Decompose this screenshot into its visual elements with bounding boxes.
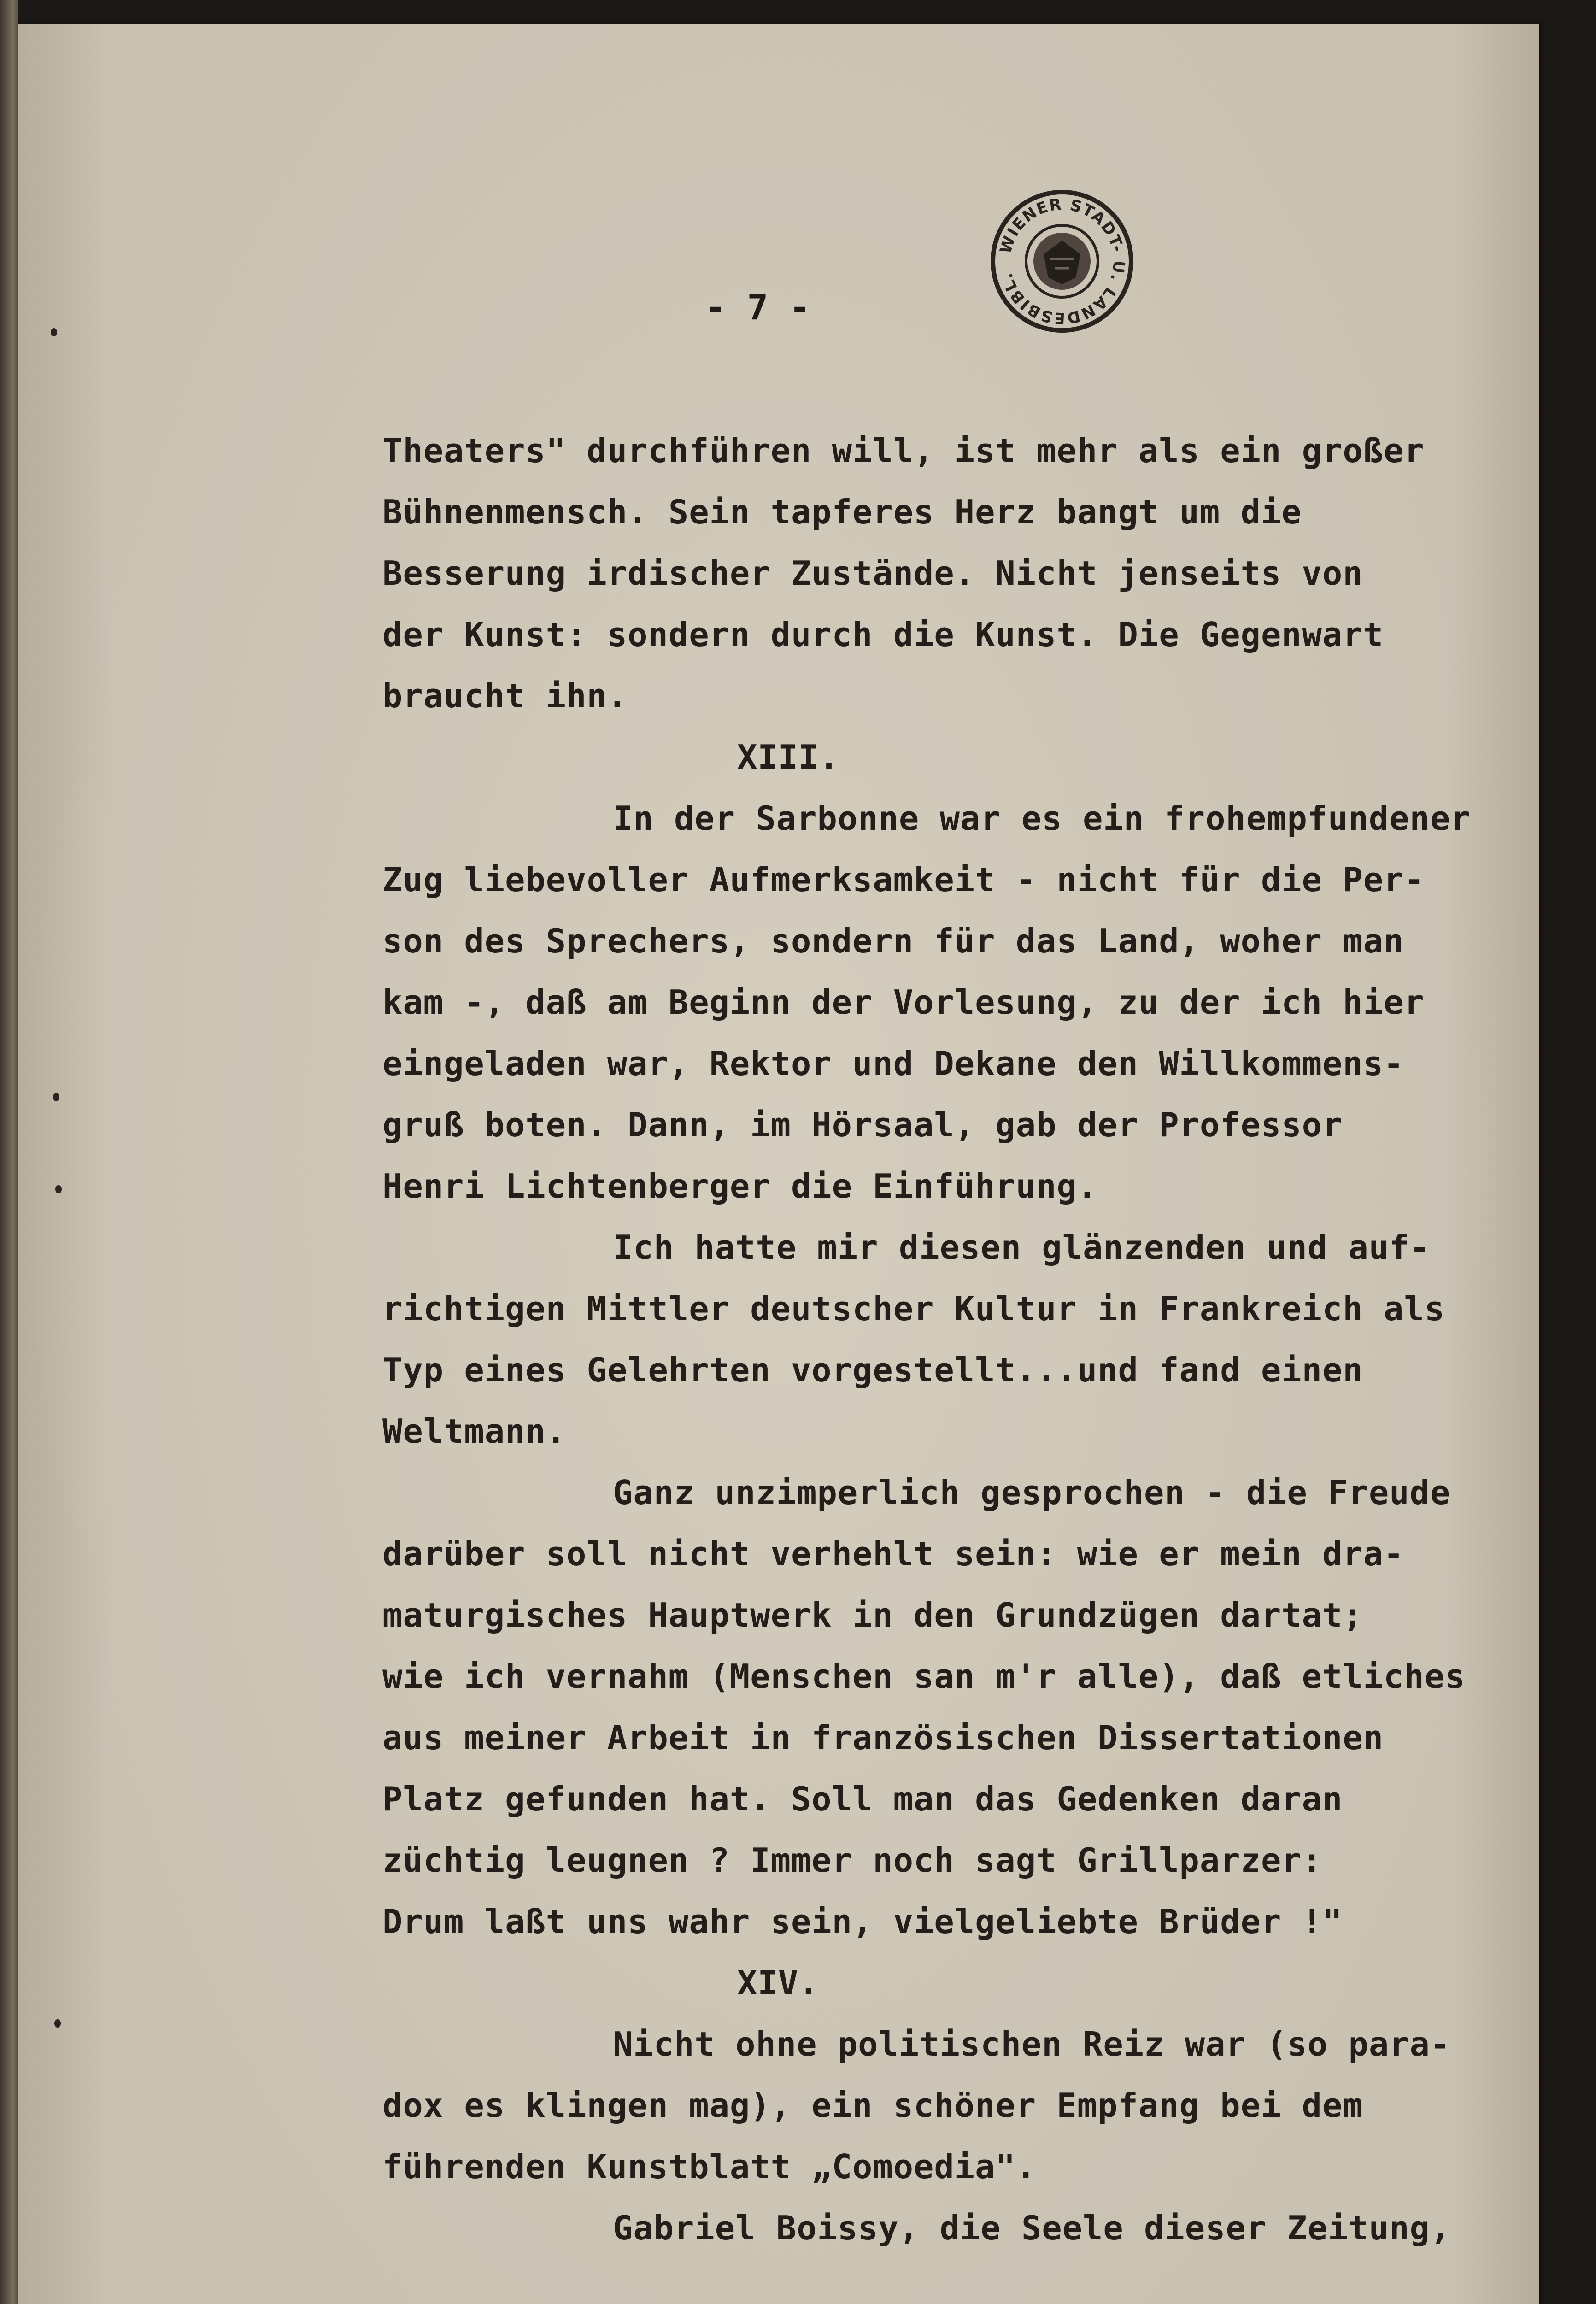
text-line: Henri Lichtenberger die Einführung. <box>382 1167 1098 1205</box>
text-line: führenden Kunstblatt „Comoedia". <box>382 2147 1037 2186</box>
text-line: braucht ihn. <box>382 676 628 715</box>
text-line: richtigen Mittler deutscher Kultur in Frankreich als <box>382 1289 1445 1328</box>
section-heading: XIV. <box>737 1963 819 2002</box>
text-line: Drum laßt uns wahr sein, vielgeliebte Brüder !" <box>382 1902 1343 1941</box>
punch-hole <box>54 2019 61 2028</box>
punch-hole <box>55 1185 62 1193</box>
text-line: Bühnenmensch. Sein tapferes Herz bangt um die <box>382 493 1302 531</box>
text-line: son des Sprechers, sondern für das Land, woher man <box>382 922 1404 960</box>
punch-hole <box>51 328 57 336</box>
text-line: züchtig leugnen ? Immer noch sagt Grillparzer: <box>382 1841 1322 1880</box>
text-line: aus meiner Arbeit in französischen Dissertationen <box>382 1718 1384 1757</box>
text-line: darüber soll nicht verhehlt sein: wie er mein dra- <box>382 1534 1404 1573</box>
stamp-text: WIENER STADT- U. LANDESBIBL. <box>996 195 1128 328</box>
text-line: Weltmann. <box>382 1412 567 1451</box>
text-line: wie ich vernahm (Menschen san m'r alle), daß etliches <box>382 1657 1466 1696</box>
text-line: eingeladen war, Rektor und Dekane den Willkommens- <box>382 1044 1404 1083</box>
text-line: dox es klingen mag), ein schöner Empfang bei dem <box>382 2086 1363 2125</box>
text-line: der Kunst: sondern durch die Kunst. Die Gegenwart <box>382 615 1384 654</box>
document-page <box>18 24 1539 2304</box>
page-number: - 7 - <box>705 287 810 328</box>
text-line: Zug liebevoller Aufmerksamkeit - nicht für die Per- <box>382 860 1425 899</box>
paragraph-start: Ganz unzimperlich gesprochen - die Freude <box>613 1473 1451 1512</box>
text-line: Besserung irdischer Zustände. Nicht jenseits von <box>382 554 1363 593</box>
section-heading: XIII. <box>737 738 839 776</box>
text-line: maturgisches Hauptwerk in den Grundzügen dartat; <box>382 1596 1363 1634</box>
previous-page-edge <box>0 0 18 2304</box>
paragraph-start: Ich hatte mir diesen glänzenden und auf- <box>613 1228 1430 1267</box>
typewritten-text <box>382 420 1534 2259</box>
library-stamp-icon <box>986 185 1138 337</box>
text-line: Platz gefunden hat. Soll man das Gedenken daran <box>382 1780 1343 1818</box>
text-line: Theaters" durchführen will, ist mehr als ein großer <box>382 431 1425 470</box>
paragraph-start: Gabriel Boissy, die Seele dieser Zeitung, <box>613 2209 1451 2247</box>
punch-hole <box>53 1093 59 1101</box>
text-line: gruß boten. Dann, im Hörsaal, gab der Professor <box>382 1105 1343 1144</box>
paragraph-start: In der Sarbonne war es ein frohempfundener <box>613 799 1471 838</box>
text-line: Typ eines Gelehrten vorgestellt...und fand einen <box>382 1351 1363 1389</box>
paragraph-start: Nicht ohne politischen Reiz war (so para- <box>613 2025 1451 2063</box>
text-line: kam -, daß am Beginn der Vorlesung, zu der ich hier <box>382 983 1425 1022</box>
